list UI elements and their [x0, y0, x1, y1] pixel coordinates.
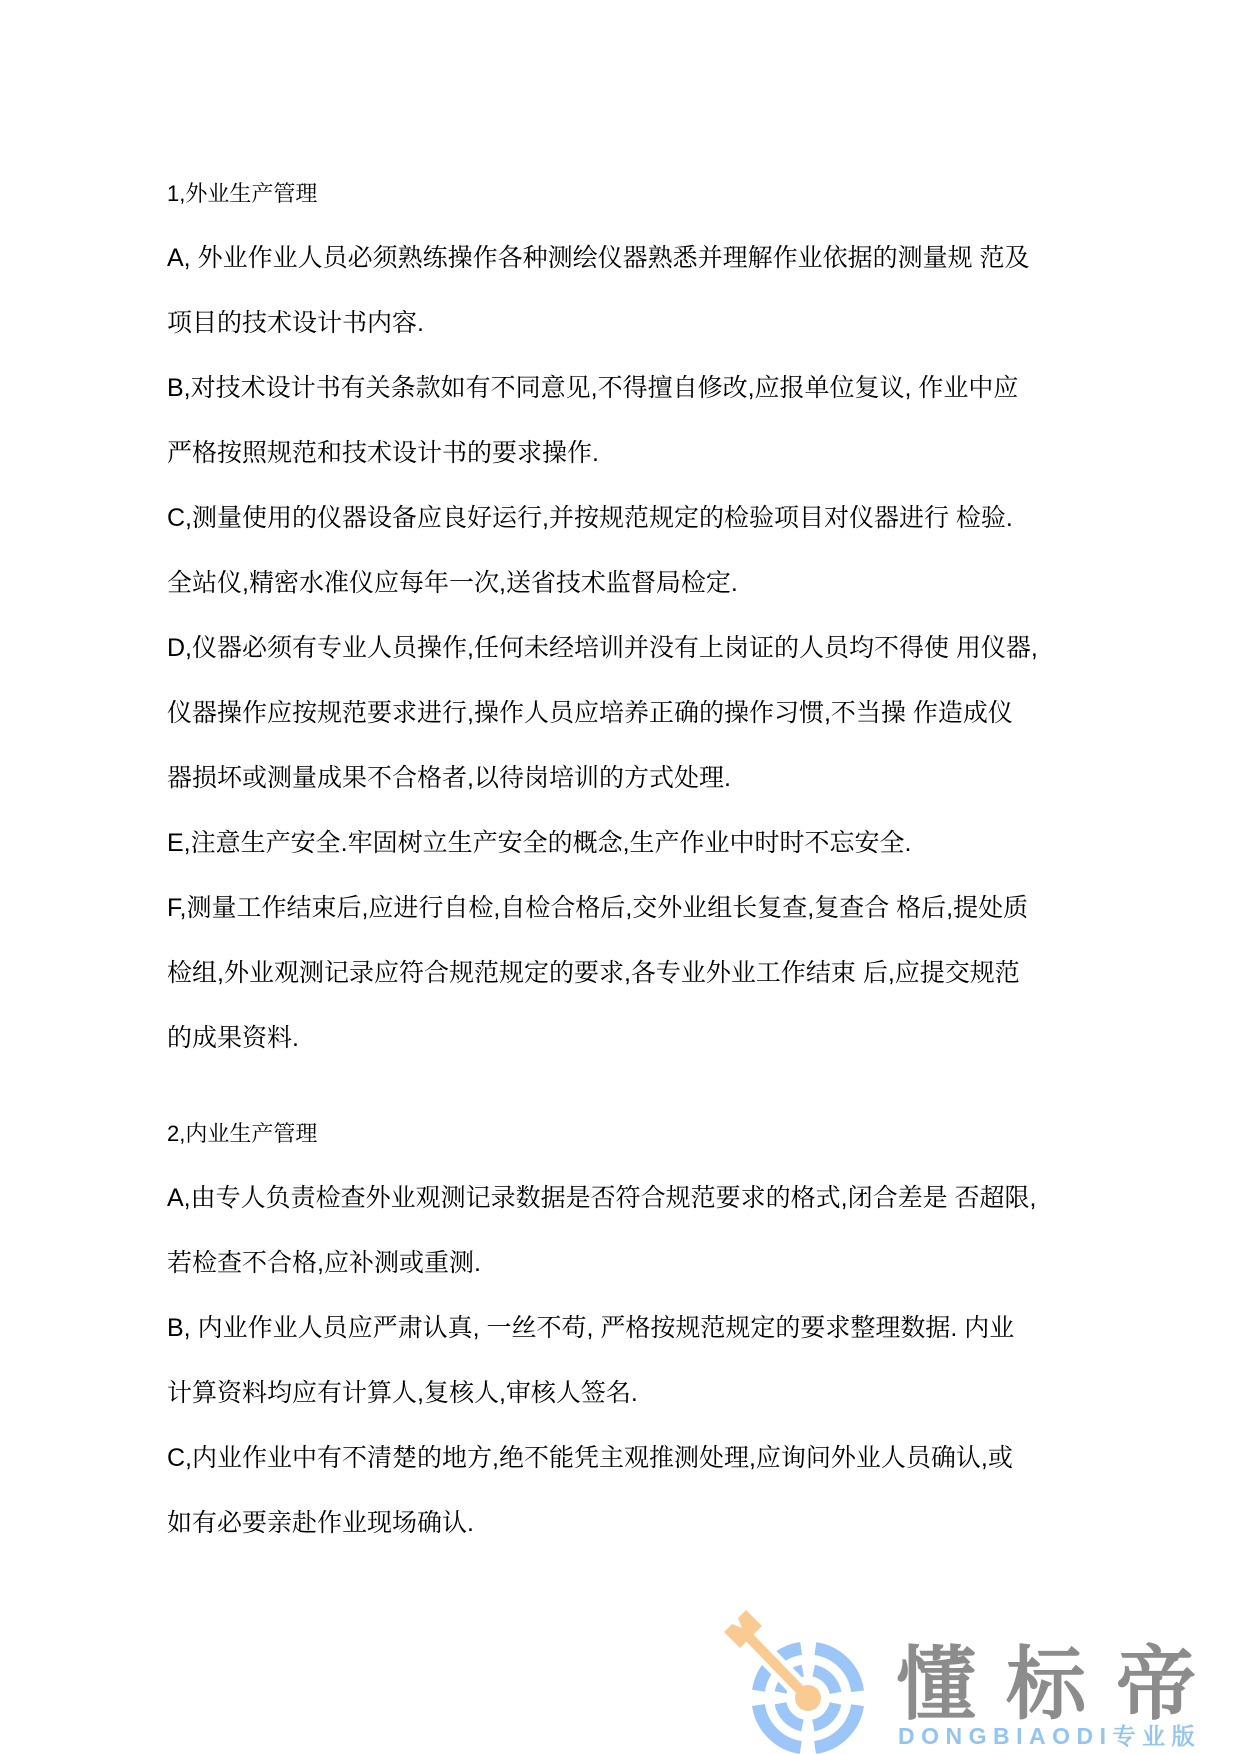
- doc-line: 项目的技术设计书内容.: [167, 309, 424, 337]
- doc-line: B, 内业作业人员应严肃认真, 一丝不苟, 严格按规范规定的要求整理数据. 内业: [167, 1314, 1015, 1342]
- doc-line: E,注意生产安全.牢固树立生产安全的概念,生产作业中时时不忘安全.: [167, 829, 912, 857]
- watermark-brand-text: 懂标帝: [896, 1640, 1226, 1729]
- doc-line: C,内业作业中有不清楚的地方,绝不能凭主观推测处理,应询问外业人员确认,或: [167, 1444, 1013, 1472]
- doc-line: 器损坏或测量成果不合格者,以待岗培训的方式处理.: [167, 764, 731, 792]
- document-body: [167, 161, 1097, 1556]
- doc-line: 仪器操作应按规范要求进行,操作人员应培养正确的操作习惯,不当操 作造成仪: [167, 699, 1013, 727]
- doc-line: B,对技术设计书有关条款如有不同意见,不得擅自修改,应报单位复议, 作业中应: [167, 374, 1019, 402]
- doc-line: 全站仪,精密水准仪应每年一次,送省技术监督局检定.: [167, 569, 738, 597]
- doc-line: 严格按照规范和技术设计书的要求操作.: [167, 439, 599, 467]
- doc-line: 若检查不合格,应补测或重测.: [167, 1249, 481, 1277]
- watermark-subtext: DONGBIAODI专业版: [898, 1723, 1201, 1749]
- doc-line: 的成果资料.: [167, 1024, 299, 1052]
- doc-line: 检组,外业观测记录应符合规范规定的要求,各专业外业工作结束 后,应提交规范: [167, 959, 1020, 987]
- doc-line: A,由专人负责检查外业观测记录数据是否符合规范要求的格式,闭合差是 否超限,: [167, 1184, 1037, 1212]
- section-2-heading: 2,内业生产管理: [167, 1121, 318, 1146]
- doc-line: 计算资料均应有计算人,复核人,审核人签名.: [167, 1379, 638, 1407]
- target-arrow-icon: [716, 1602, 876, 1754]
- doc-line: 如有必要亲赴作业现场确认.: [167, 1509, 474, 1537]
- doc-line: F,测量工作结束后,应进行自检,自检合格后,交外业组长复查,复查合 格后,提处质: [167, 894, 1029, 922]
- logo-center-dot: [795, 1685, 821, 1711]
- doc-line: A, 外业作业人员必须熟练操作各种测绘仪器熟悉并理解作业依据的测量规 范及: [167, 244, 1030, 272]
- doc-line: C,测量使用的仪器设备应良好运行,并按规范规定的检验项目对仪器进行 检验.: [167, 504, 1013, 532]
- section-1-heading: 1,外业生产管理: [167, 181, 318, 206]
- doc-line: D,仪器必须有专业人员操作,任何未经培训并没有上岗证的人员均不得使 用仪器,: [167, 634, 1038, 662]
